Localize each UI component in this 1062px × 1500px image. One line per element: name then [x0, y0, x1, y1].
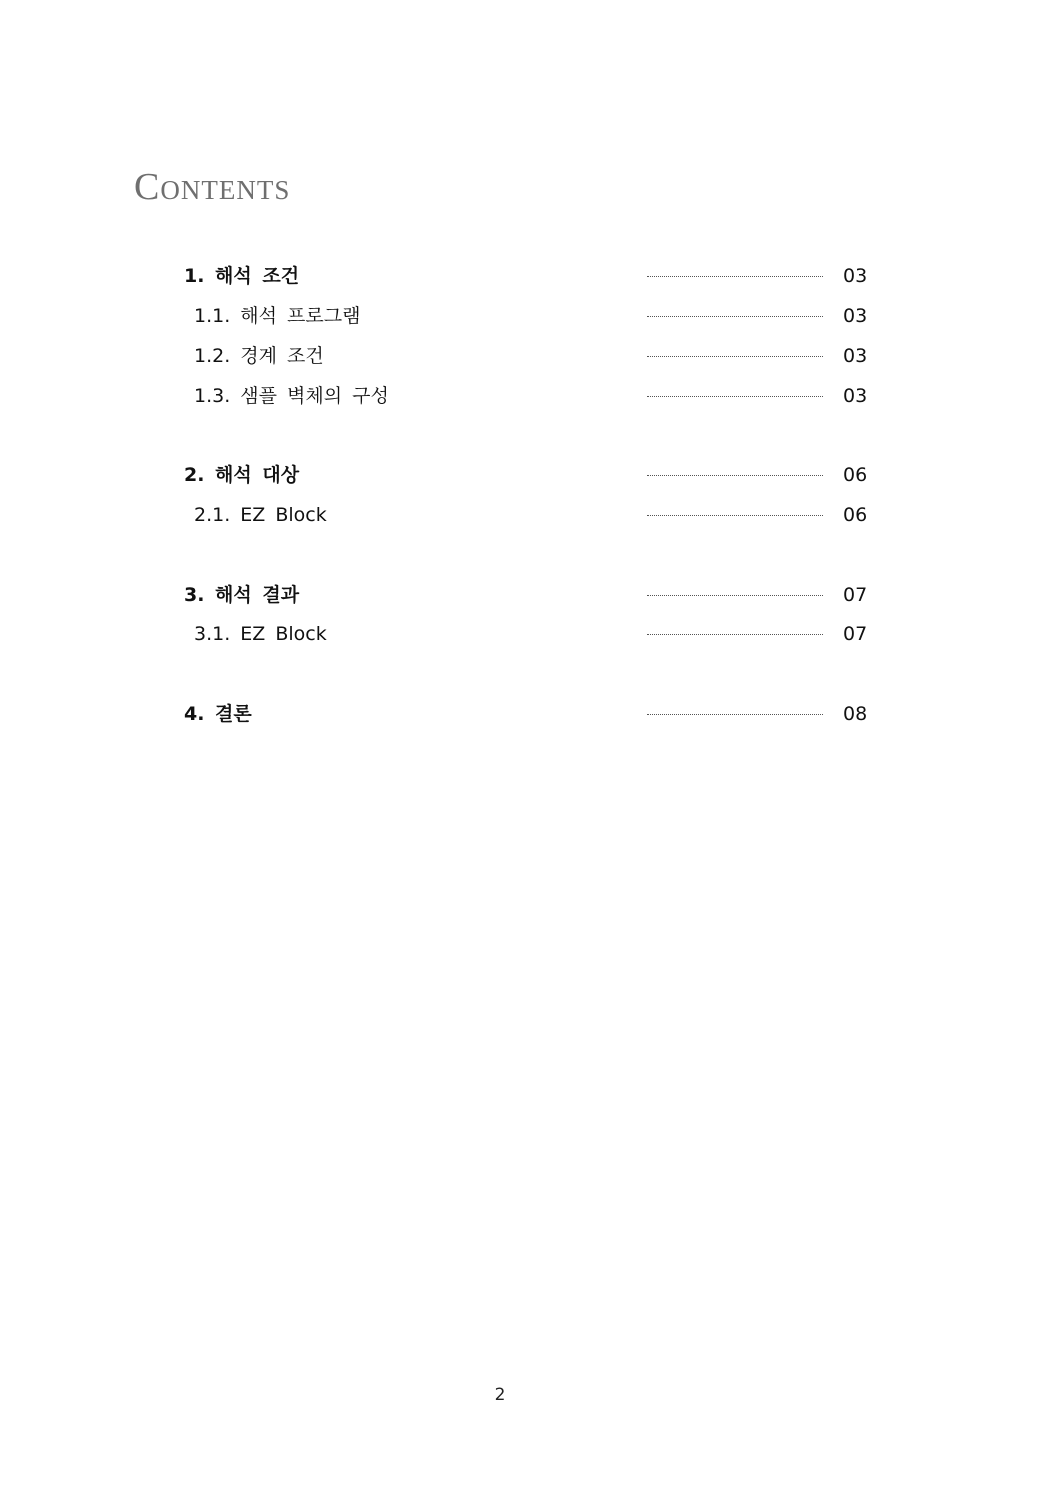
- toc-dot-leader: [647, 714, 823, 715]
- contents-heading: Contents: [134, 166, 291, 208]
- toc-entry[interactable]: [0, 500, 1062, 530]
- page-number: 2: [494, 1385, 506, 1405]
- toc-dot-leader: [647, 475, 823, 476]
- toc-entry-page: 06: [843, 464, 868, 486]
- toc-entry-page: 06: [843, 504, 868, 526]
- toc-entry-label: 1.1. 해석 프로그램: [194, 305, 361, 327]
- toc-entry-label: 2. 해석 대상: [184, 464, 300, 486]
- toc-dot-leader: [647, 276, 823, 277]
- toc-entry[interactable]: [0, 341, 1062, 371]
- toc-dot-leader: [647, 356, 823, 357]
- toc-entry[interactable]: [0, 301, 1062, 331]
- toc-entry[interactable]: [0, 381, 1062, 411]
- toc-entry[interactable]: [0, 580, 1062, 610]
- toc-entry-label: 3. 해석 결과: [184, 584, 300, 606]
- toc-entry-page: 03: [843, 265, 868, 287]
- toc-dot-leader: [647, 595, 823, 596]
- toc-entry-page: 03: [843, 345, 868, 367]
- toc-dot-leader: [647, 396, 823, 397]
- toc-entry-page: 03: [843, 305, 868, 327]
- toc-entry-label: 1.2. 경계 조건: [194, 345, 324, 367]
- toc-entry[interactable]: [0, 699, 1062, 729]
- toc-entry-page: 07: [843, 623, 868, 645]
- toc-entry-label: 1. 해석 조건: [184, 265, 300, 287]
- toc-dot-leader: [647, 515, 823, 516]
- toc-entry-label: 1.3. 샘플 벽체의 구성: [194, 385, 389, 407]
- toc-entry-page: 08: [843, 703, 868, 725]
- toc-entry-label: 4. 결론: [184, 703, 252, 725]
- toc-entry-label: 2.1. EZ Block: [194, 504, 327, 526]
- toc-entry-page: 07: [843, 584, 868, 606]
- toc-dot-leader: [647, 316, 823, 317]
- toc-entry-page: 03: [843, 385, 868, 407]
- toc-entry[interactable]: [0, 460, 1062, 490]
- toc-entry[interactable]: [0, 619, 1062, 649]
- toc-dot-leader: [647, 634, 823, 635]
- toc-entry[interactable]: [0, 261, 1062, 291]
- toc-entry-label: 3.1. EZ Block: [194, 623, 327, 645]
